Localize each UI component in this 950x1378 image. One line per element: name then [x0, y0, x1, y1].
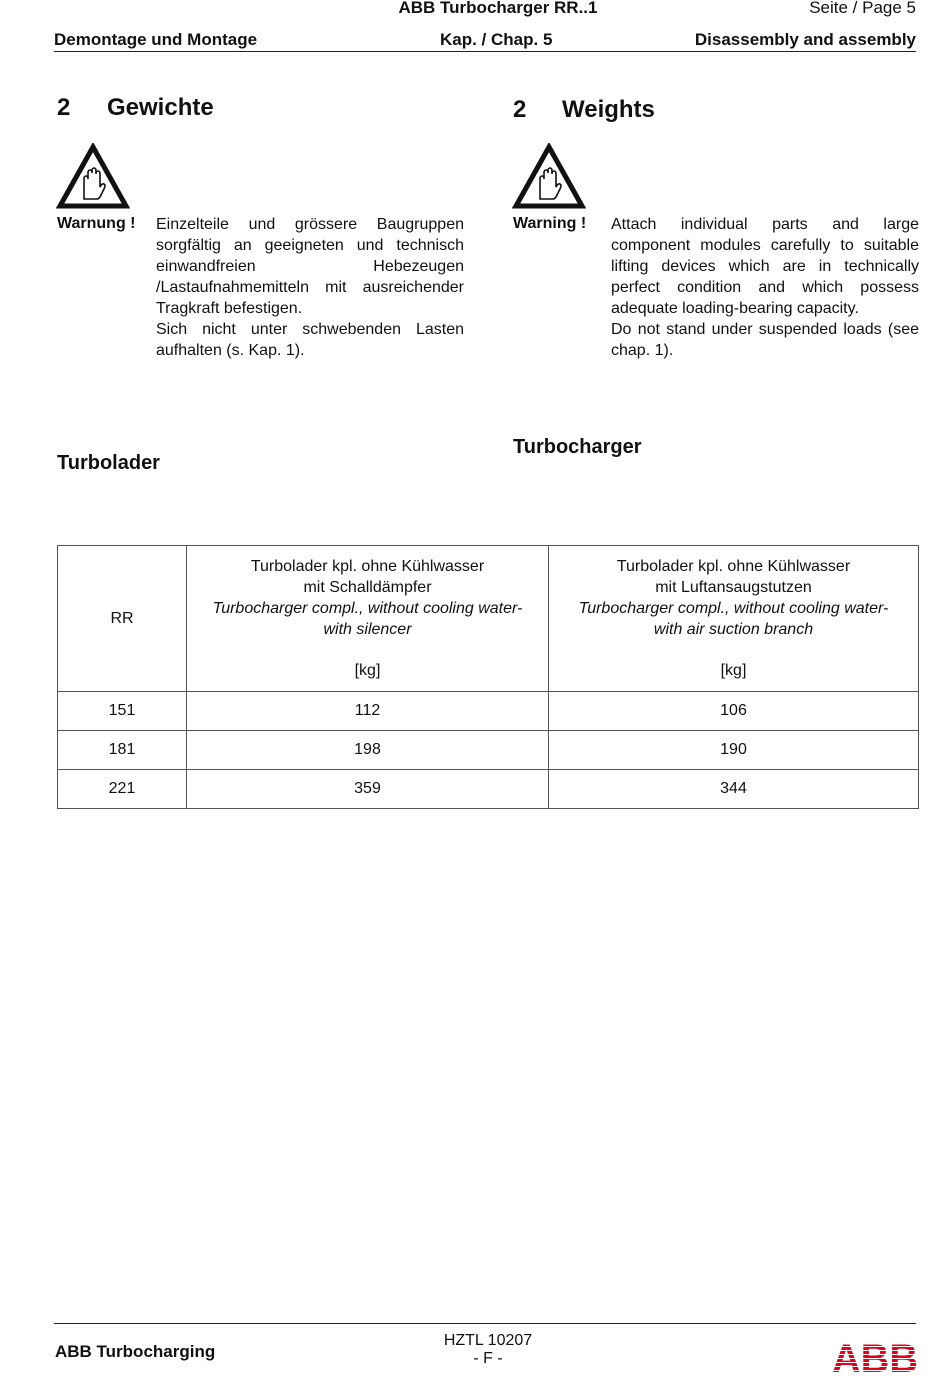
- warning-hand-icon: [56, 143, 130, 209]
- table-row: [58, 731, 919, 770]
- header-text: mit Luftansaugstutzen: [655, 579, 812, 596]
- abb-logo-icon: [832, 1339, 918, 1375]
- warning-text-de: [156, 214, 464, 361]
- cell-rr: 221: [58, 770, 187, 809]
- table-row: [58, 770, 919, 809]
- footer-rule: [54, 1323, 916, 1324]
- cell-weight-air-suction: 190: [549, 731, 919, 770]
- cell-weight-air-suction: 344: [549, 770, 919, 809]
- document-number: HZTL 10207: [443, 1332, 533, 1349]
- section-number-de: 2: [57, 94, 71, 121]
- header-text: with air suction branch: [653, 621, 814, 638]
- table-header-row: [58, 546, 919, 692]
- warning-paragraph-de-2: Sich nicht unter schwebenden Lasten aufhalten (s. Kap. 1).: [156, 321, 464, 359]
- subsection-title-en: Turbocharger: [513, 436, 642, 458]
- cell-rr: 181: [58, 731, 187, 770]
- header-cell-with-air-suction-branch: [549, 546, 919, 692]
- subsection-title-de: Turbolader: [57, 452, 160, 474]
- page-number: Seite / Page 5: [809, 0, 916, 17]
- footer-company: ABB Turbocharging: [55, 1342, 216, 1361]
- cell-weight-silencer: 198: [187, 731, 549, 770]
- header-text: with silencer: [323, 621, 412, 638]
- cell-weight-air-suction: 106: [549, 692, 919, 731]
- document-title: ABB Turbocharger RR..1: [398, 0, 598, 17]
- header-text: Turbolader kpl. ohne Kühlwasser: [250, 558, 485, 575]
- header-cell-with-silencer: [187, 546, 549, 692]
- section-title-en: Weights: [562, 96, 655, 123]
- warning-text-en: [611, 214, 919, 361]
- table-row: [58, 692, 919, 731]
- weights-table: [57, 545, 919, 809]
- section-title-de: Gewichte: [107, 94, 214, 121]
- warning-paragraph-en-1: Attach individual parts and large component modules carefully to suitable lifting devices which are in technically perfect condition and which possess adequate loading-bearing capacity.: [611, 216, 919, 317]
- header-text: Turbocharger compl., without cooling water-: [212, 600, 523, 617]
- cell-rr: 151: [58, 692, 187, 731]
- section-number-en: 2: [513, 96, 527, 123]
- cell-weight-silencer: 112: [187, 692, 549, 731]
- header-cell-rr: RR: [58, 546, 187, 692]
- warning-hand-icon: [512, 143, 586, 209]
- header-chapter-de: Demontage und Montage: [54, 30, 258, 49]
- cell-weight-silencer: 359: [187, 770, 549, 809]
- header-chapter-number: Kap. / Chap. 5: [440, 30, 553, 49]
- warning-paragraph-de-1: Einzelteile und grössere Baugruppen sorgfältig an geeigneten und technisch einwandfreien Hebezeugen /Lastaufnahmemitteln mit ausreichender Tragkraft befestigen.: [156, 216, 464, 317]
- header-text: Turbocharger compl., without cooling water-: [578, 600, 889, 617]
- warning-label-en: Warning !: [513, 215, 587, 232]
- footer-doc-id: [0, 1332, 950, 1368]
- logo-lettering: ABB: [832, 1339, 918, 1375]
- unit-label: [kg]: [354, 662, 381, 679]
- header-text: mit Schalldämpfer: [303, 579, 432, 596]
- header-rule: [54, 51, 916, 52]
- unit-label: [kg]: [720, 662, 747, 679]
- document-revision: - F -: [473, 1350, 503, 1367]
- warning-paragraph-en-2: Do not stand under suspended loads (see chap. 1).: [611, 321, 919, 359]
- warning-label-de: Warnung !: [57, 215, 136, 232]
- header-chapter-en: Disassembly and assembly: [694, 30, 916, 49]
- header-text: Turbolader kpl. ohne Kühlwasser: [616, 558, 851, 575]
